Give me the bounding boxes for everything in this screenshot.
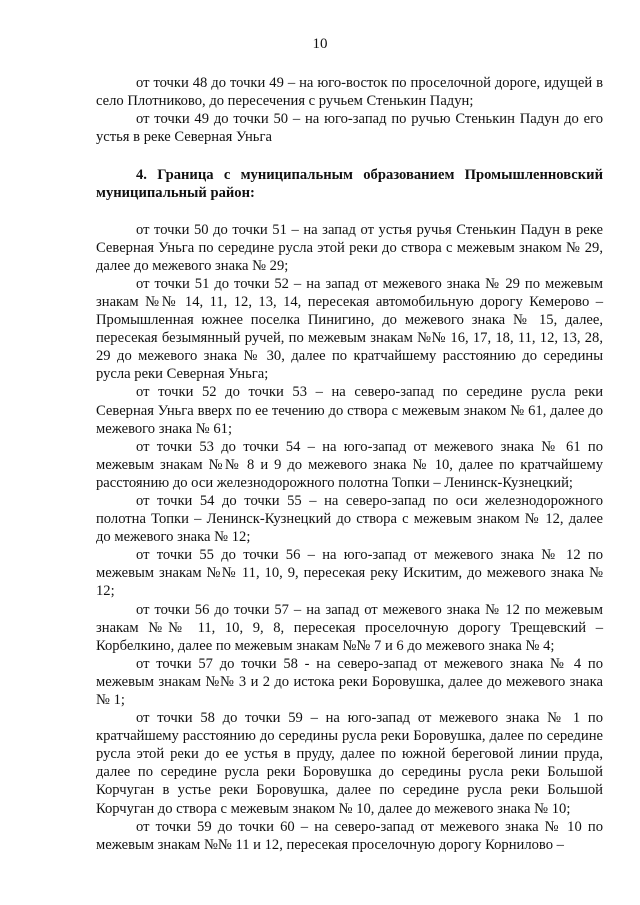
- paragraph: от точки 56 до точки 57 – на запад от межевого знака № 12 по межевым знакам №№ 11, 10, 9, 8, пересекая проселочную дорогу Трещевский – Корбелкино, далее по межевым знакам №№ 7 и 6 до межевого знака № 4;: [96, 601, 603, 654]
- paragraph: от точки 58 до точки 59 – на юго-запад от межевого знака № 1 по кратчайшему расстоянию до середины русла реки Боровушка, далее по середине русла этой реки до ее устья в пруду, далее по южной береговой линии пруда, далее по середине русла реки Боровушка до середины русла реки Большой Корчуган в устье реки Боровушка, далее по середине русла реки Большой Корчуган до створа с межевым знаком № 10, далее до межевого знака № 10;: [96, 710, 603, 817]
- paragraph: от точки 52 до точки 53 – на северо-запад по середине русла реки Северная Уньга вверх по ее течению до створа с межевым знаком № 61, далее до межевого знака № 61;: [96, 384, 603, 437]
- document-body: [96, 74, 603, 854]
- paragraph: от точки 55 до точки 56 – на юго-запад от межевого знака № 12 по межевым знакам №№ 11, 10, 9, пересекая реку Искитим, до межевого знака № 12;: [96, 547, 603, 600]
- paragraph: от точки 59 до точки 60 – на северо-запад от межевого знака № 10 по межевым знакам №№ 11 и 12, пересекая проселочную дорогу Корнилово –: [96, 818, 603, 853]
- paragraph: от точки 53 до точки 54 – на юго-запад от межевого знака № 61 по межевым знакам №№ 8 и 9 до межевого знака № 10, далее по кратчайшему расстоянию до оси железнодорожного полотна Топки – Ленинск-Кузнецкий;: [96, 438, 603, 491]
- paragraph: от точки 50 до точки 51 – на запад от устья ручья Стенькин Падун в реке Северная Уньга по середине русла этой реки до створа с межевым знаком № 29, далее до межевого знака № 29;: [96, 221, 603, 274]
- paragraph: от точки 51 до точки 52 – на запад от межевого знака № 29 по межевым знакам №№ 14, 11, 12, 13, 14, пересекая автомобильную дорогу Кемерово – Промышленная южнее поселка Пинигино, до межевого знака № 15, далее, пересекая безымянный ручей, по межевым знакам №№ 16, 17, 18, 11, 12, 13, 28, 29 до межевого знака № 30, далее по кратчайшему расстоянию до середины русла реки Северная Уньга;: [96, 275, 603, 383]
- paragraph: от точки 54 до точки 55 – на северо-запад по оси железнодорожного полотна Топки – Ленинск-Кузнецкий до створа с межевым знаком № 12, далее до межевого знака № 12;: [96, 492, 603, 546]
- paragraph: от точки 48 до точки 49 – на юго-восток по проселочной дороге, идущей в село Плотниково, до пересечения с ручьем Стенькин Падун;: [96, 75, 603, 110]
- paragraph: от точки 49 до точки 50 – на юго-запад по ручью Стенькин Падун до его устья в реке Северная Уньга: [96, 111, 603, 146]
- page-number: 10: [312, 36, 328, 52]
- section-heading: 4. Граница с муниципальным образованием Промышленновский муниципальный район:: [96, 167, 603, 202]
- paragraph: от точки 57 до точки 58 - на северо-запад от межевого знака № 4 по межевым знакам №№ 3 и 2 до истока реки Боровушка, далее до межевого знака № 1;: [96, 655, 603, 708]
